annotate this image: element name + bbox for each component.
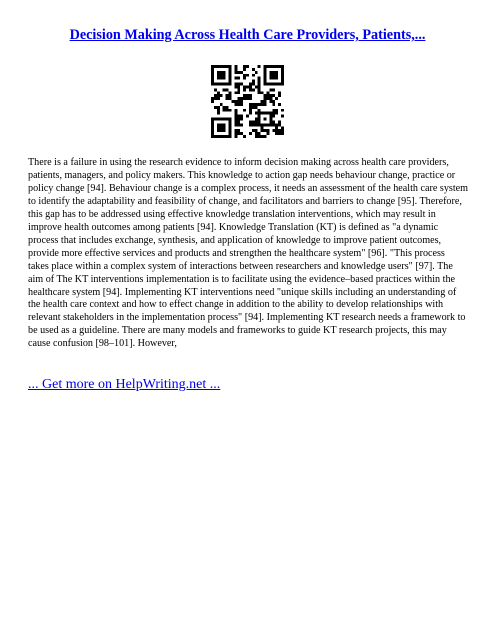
qr-code-icon — [211, 65, 284, 138]
get-more-link[interactable]: ... Get more on HelpWriting.net ... — [28, 377, 221, 392]
document-title-link[interactable]: Decision Making Across Health Care Providers, Patients,... — [69, 27, 426, 43]
body-paragraph: There is a failure in using the research evidence to inform decision making across health care providers, patients, managers, and policy makers. This knowledge to action gap needs behaviour change, practice or policy change [94]. Behaviour change is a complex process, it needs an assessment of the health care system to identify the adaptability and feasibility of change, and facilitators and barriers to change [95]. Therefore, this gap has to be addressed using effective knowledge translation interventions, which may result in improve health outcomes among patients [94]. Knowledge Translation (KT) is defined as "a dynamic process that includes exchange, synthesis, and application of knowledge to improve patient outcomes, provide more effective services and products and strengthen the healthcare system" [96]. "This process takes place within a complex system of interactions between researchers and knowledge users" [97]. The aim of The KT interventions implementation is to facilitate using the evidence–based practices within the healthcare system [94]. Implementing KT interventions need "unique skills including an understanding of the health care context and how to effect change in addition to the ability to develop relationships with relevant stakeholders in the implementation process" [94]. Implementing KT research needs a framework to be used as a guideline. There are many models and frameworks to guide KT research projects, this may cause confusion [98–101]. However, — [28, 157, 469, 350]
